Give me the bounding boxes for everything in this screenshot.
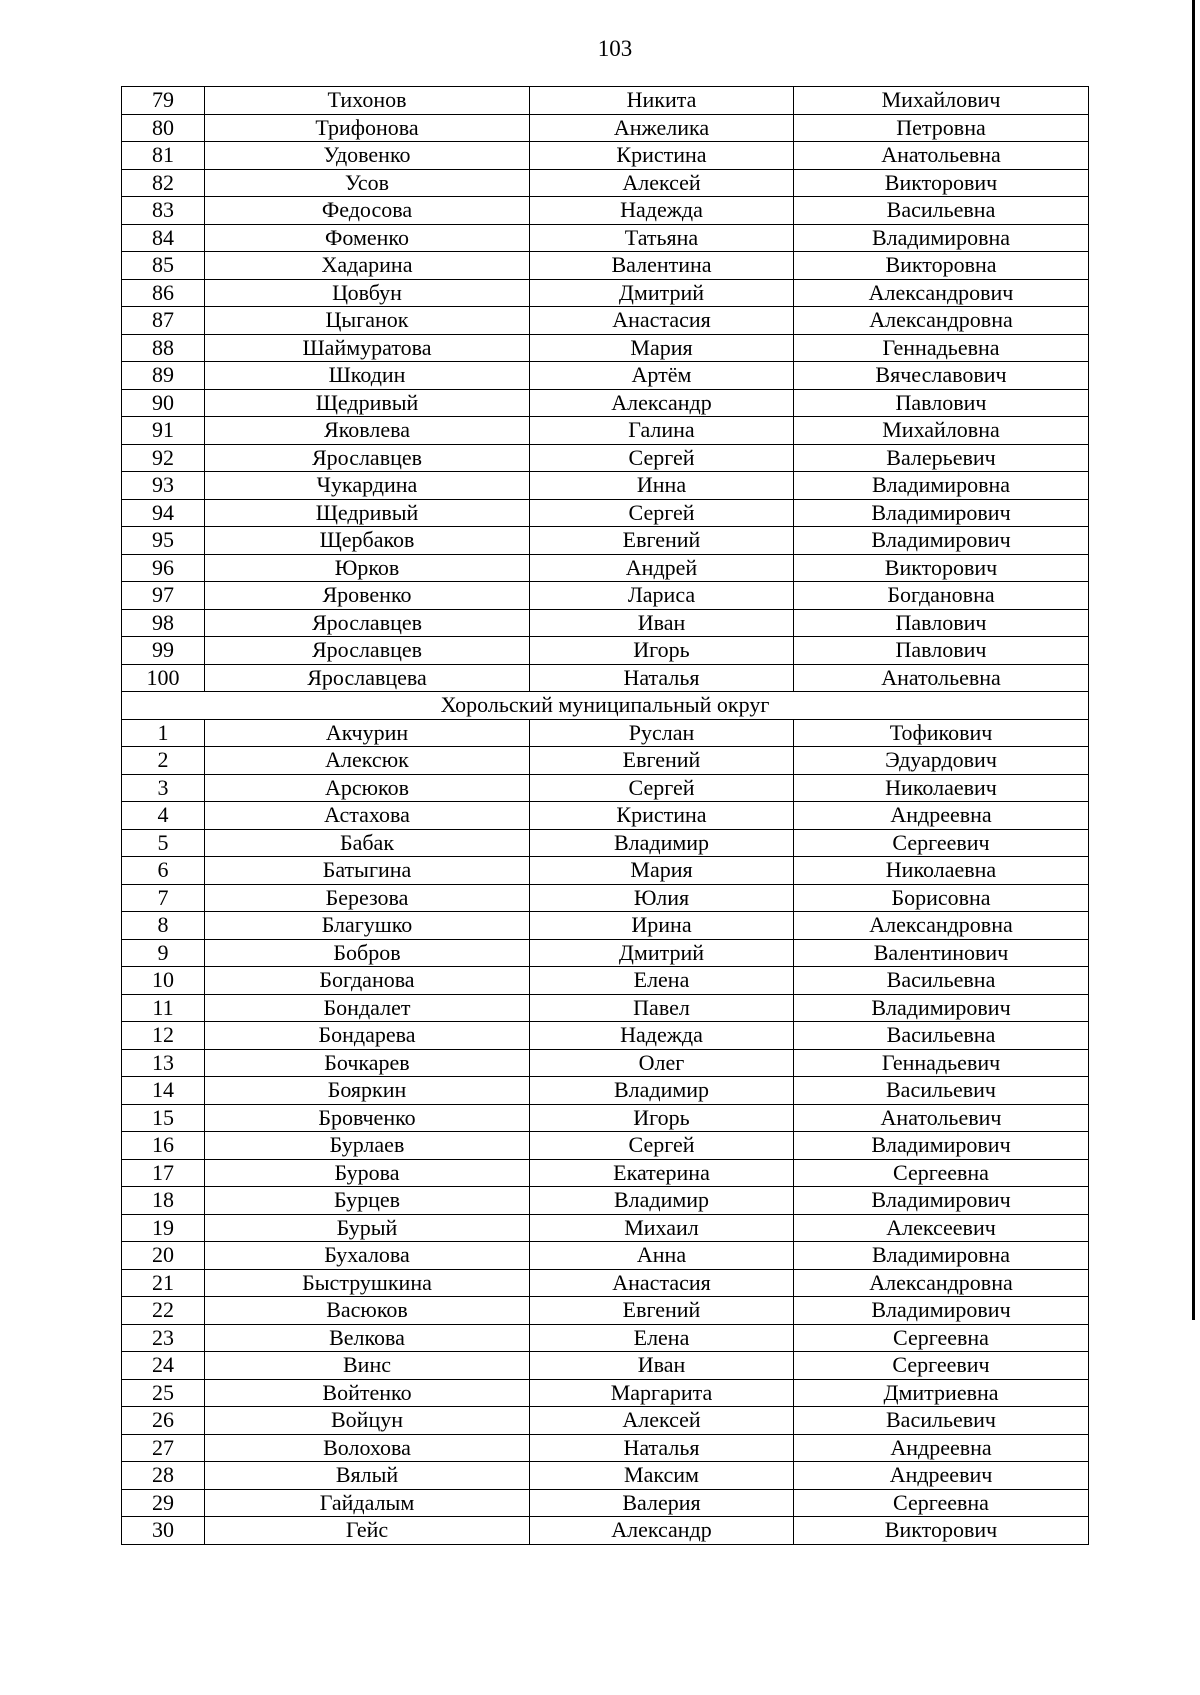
last-name-cell: Бурцев [205,1187,530,1215]
first-name-cell: Кристина [530,802,794,830]
first-name-cell: Наталья [530,664,794,692]
patronymic-cell: Николаевич [794,774,1089,802]
patronymic-cell: Павлович [794,609,1089,637]
row-number-cell: 96 [122,554,205,582]
table-row [122,362,1089,390]
first-name-cell: Дмитрий [530,939,794,967]
first-name-cell: Александр [530,389,794,417]
table-row [122,967,1089,995]
first-name-cell: Владимир [530,1187,794,1215]
row-number-cell: 90 [122,389,205,417]
patronymic-cell: Сергеевна [794,1159,1089,1187]
patronymic-cell: Васильевич [794,1407,1089,1435]
patronymic-cell: Александровна [794,307,1089,335]
patronymic-cell: Васильевич [794,1077,1089,1105]
first-name-cell: Мария [530,857,794,885]
row-number-cell: 89 [122,362,205,390]
row-number-cell: 87 [122,307,205,335]
first-name-cell: Сергей [530,774,794,802]
table-row [122,169,1089,197]
first-name-cell: Галина [530,417,794,445]
patronymic-cell: Алексеевич [794,1214,1089,1242]
patronymic-cell: Анатольевна [794,142,1089,170]
patronymic-cell: Андреевич [794,1462,1089,1490]
row-number-cell: 94 [122,499,205,527]
table-row [122,197,1089,225]
table-row [122,279,1089,307]
first-name-cell: Павел [530,994,794,1022]
first-name-cell: Александр [530,1517,794,1545]
last-name-cell: Щедривый [205,499,530,527]
last-name-cell: Яковлева [205,417,530,445]
first-name-cell: Сергей [530,1132,794,1160]
row-number-cell: 10 [122,967,205,995]
first-name-cell: Михаил [530,1214,794,1242]
row-number-cell: 25 [122,1379,205,1407]
row-number-cell: 98 [122,609,205,637]
last-name-cell: Бабак [205,829,530,857]
table-row [122,1049,1089,1077]
patronymic-cell: Богдановна [794,582,1089,610]
patronymic-cell: Александровна [794,912,1089,940]
last-name-cell: Цовбун [205,279,530,307]
row-number-cell: 17 [122,1159,205,1187]
first-name-cell: Артём [530,362,794,390]
last-name-cell: Березова [205,884,530,912]
row-number-cell: 26 [122,1407,205,1435]
patronymic-cell: Сергеевич [794,1352,1089,1380]
first-name-cell: Валентина [530,252,794,280]
patronymic-cell: Александровна [794,1269,1089,1297]
last-name-cell: Ярославцев [205,444,530,472]
last-name-cell: Яровенко [205,582,530,610]
table-row [122,142,1089,170]
last-name-cell: Богданова [205,967,530,995]
last-name-cell: Бурлаев [205,1132,530,1160]
patronymic-cell: Павлович [794,637,1089,665]
row-number-cell: 27 [122,1434,205,1462]
first-name-cell: Мария [530,334,794,362]
first-name-cell: Андрей [530,554,794,582]
first-name-cell: Алексей [530,169,794,197]
last-name-cell: Трифонова [205,114,530,142]
table-row [122,1352,1089,1380]
last-name-cell: Бояркин [205,1077,530,1105]
first-name-cell: Иван [530,609,794,637]
table-row [122,1022,1089,1050]
last-name-cell: Астахова [205,802,530,830]
row-number-cell: 84 [122,224,205,252]
patronymic-cell: Валентинович [794,939,1089,967]
patronymic-cell: Владимировна [794,1242,1089,1270]
last-name-cell: Щербаков [205,527,530,555]
scan-edge-bar [1192,0,1195,1320]
table-row [122,224,1089,252]
patronymic-cell: Викторовна [794,252,1089,280]
last-name-cell: Волохова [205,1434,530,1462]
patronymic-cell: Викторович [794,1517,1089,1545]
row-number-cell: 81 [122,142,205,170]
last-name-cell: Ярославцева [205,664,530,692]
patronymic-cell: Викторович [794,554,1089,582]
table-row [122,1269,1089,1297]
row-number-cell: 13 [122,1049,205,1077]
last-name-cell: Бурова [205,1159,530,1187]
last-name-cell: Войтенко [205,1379,530,1407]
row-number-cell: 18 [122,1187,205,1215]
patronymic-cell: Николаевна [794,857,1089,885]
patronymic-cell: Сергеевич [794,829,1089,857]
row-number-cell: 99 [122,637,205,665]
last-name-cell: Благушко [205,912,530,940]
patronymic-cell: Владимирович [794,1187,1089,1215]
row-number-cell: 29 [122,1489,205,1517]
table-row [122,912,1089,940]
table-row [122,1489,1089,1517]
first-name-cell: Юлия [530,884,794,912]
row-number-cell: 28 [122,1462,205,1490]
patronymic-cell: Анатольевна [794,664,1089,692]
first-name-cell: Алексей [530,1407,794,1435]
last-name-cell: Чукардина [205,472,530,500]
first-name-cell: Евгений [530,527,794,555]
row-number-cell: 9 [122,939,205,967]
first-name-cell: Никита [530,87,794,115]
table-row [122,1214,1089,1242]
patronymic-cell: Владимировна [794,224,1089,252]
last-name-cell: Бобров [205,939,530,967]
first-name-cell: Евгений [530,1297,794,1325]
table-row [122,829,1089,857]
last-name-cell: Винс [205,1352,530,1380]
patronymic-cell: Борисовна [794,884,1089,912]
last-name-cell: Гейс [205,1517,530,1545]
patronymic-cell: Владимирович [794,1297,1089,1325]
row-number-cell: 22 [122,1297,205,1325]
row-number-cell: 88 [122,334,205,362]
patronymic-cell: Геннадьевна [794,334,1089,362]
row-number-cell: 95 [122,527,205,555]
last-name-cell: Войцун [205,1407,530,1435]
table-row [122,857,1089,885]
row-number-cell: 4 [122,802,205,830]
table-row [122,1462,1089,1490]
table-row [122,994,1089,1022]
table-row [122,1132,1089,1160]
table-row [122,417,1089,445]
first-name-cell: Елена [530,967,794,995]
last-name-cell: Бухалова [205,1242,530,1270]
table-row [122,802,1089,830]
first-name-cell: Руслан [530,719,794,747]
row-number-cell: 6 [122,857,205,885]
patronymic-cell: Валерьевич [794,444,1089,472]
first-name-cell: Евгений [530,747,794,775]
row-number-cell: 12 [122,1022,205,1050]
first-name-cell: Надежда [530,197,794,225]
first-name-cell: Олег [530,1049,794,1077]
last-name-cell: Федосова [205,197,530,225]
last-name-cell: Хадарина [205,252,530,280]
last-name-cell: Ярославцев [205,637,530,665]
first-name-cell: Елена [530,1324,794,1352]
last-name-cell: Вялый [205,1462,530,1490]
patronymic-cell: Вячеславович [794,362,1089,390]
patronymic-cell: Андреевна [794,1434,1089,1462]
row-number-cell: 14 [122,1077,205,1105]
last-name-cell: Фоменко [205,224,530,252]
table-row [122,389,1089,417]
table-row [122,1324,1089,1352]
first-name-cell: Анастасия [530,307,794,335]
table-row [122,1297,1089,1325]
last-name-cell: Усов [205,169,530,197]
row-number-cell: 21 [122,1269,205,1297]
people-table [121,86,1089,1545]
patronymic-cell: Андреевна [794,802,1089,830]
row-number-cell: 1 [122,719,205,747]
row-number-cell: 79 [122,87,205,115]
row-number-cell: 7 [122,884,205,912]
patronymic-cell: Эдуардович [794,747,1089,775]
table-row [122,1434,1089,1462]
row-number-cell: 80 [122,114,205,142]
first-name-cell: Анна [530,1242,794,1270]
table-row [122,334,1089,362]
last-name-cell: Арсюков [205,774,530,802]
row-number-cell: 91 [122,417,205,445]
first-name-cell: Иван [530,1352,794,1380]
table-row [122,719,1089,747]
table-row [122,884,1089,912]
row-number-cell: 23 [122,1324,205,1352]
first-name-cell: Сергей [530,444,794,472]
table-row [122,774,1089,802]
row-number-cell: 85 [122,252,205,280]
row-number-cell: 15 [122,1104,205,1132]
first-name-cell: Наталья [530,1434,794,1462]
table-row [122,609,1089,637]
patronymic-cell: Владимирович [794,527,1089,555]
last-name-cell: Бурый [205,1214,530,1242]
patronymic-cell: Сергеевна [794,1489,1089,1517]
last-name-cell: Бочкарев [205,1049,530,1077]
table-row [122,582,1089,610]
first-name-cell: Максим [530,1462,794,1490]
last-name-cell: Шаймуратова [205,334,530,362]
patronymic-cell: Михайловна [794,417,1089,445]
row-number-cell: 16 [122,1132,205,1160]
table-row [122,1379,1089,1407]
table-row [122,1077,1089,1105]
patronymic-cell: Сергеевна [794,1324,1089,1352]
first-name-cell: Игорь [530,1104,794,1132]
patronymic-cell: Павлович [794,389,1089,417]
section-header-row [122,692,1089,720]
patronymic-cell: Васильевна [794,197,1089,225]
patronymic-cell: Владимирович [794,499,1089,527]
row-number-cell: 83 [122,197,205,225]
patronymic-cell: Владимировна [794,472,1089,500]
first-name-cell: Инна [530,472,794,500]
table-row [122,747,1089,775]
patronymic-cell: Викторович [794,169,1089,197]
table-row [122,939,1089,967]
row-number-cell: 86 [122,279,205,307]
table-row [122,499,1089,527]
first-name-cell: Надежда [530,1022,794,1050]
table-body [122,87,1089,1545]
patronymic-cell: Васильевна [794,967,1089,995]
row-number-cell: 92 [122,444,205,472]
last-name-cell: Гайдалым [205,1489,530,1517]
patronymic-cell: Геннадьевич [794,1049,1089,1077]
table-row [122,307,1089,335]
table-row [122,1517,1089,1545]
table-row [122,472,1089,500]
last-name-cell: Юрков [205,554,530,582]
page-number: 103 [597,36,633,61]
table-row [122,1407,1089,1435]
table-row [122,554,1089,582]
first-name-cell: Дмитрий [530,279,794,307]
patronymic-cell: Анатольевич [794,1104,1089,1132]
last-name-cell: Цыганок [205,307,530,335]
last-name-cell: Щедривый [205,389,530,417]
table-row [122,114,1089,142]
patronymic-cell: Александрович [794,279,1089,307]
last-name-cell: Васюков [205,1297,530,1325]
table-row [122,637,1089,665]
row-number-cell: 2 [122,747,205,775]
table-row [122,664,1089,692]
last-name-cell: Удовенко [205,142,530,170]
patronymic-cell: Тофикович [794,719,1089,747]
first-name-cell: Ирина [530,912,794,940]
first-name-cell: Игорь [530,637,794,665]
last-name-cell: Алексюк [205,747,530,775]
last-name-cell: Велкова [205,1324,530,1352]
table-row [122,527,1089,555]
row-number-cell: 30 [122,1517,205,1545]
row-number-cell: 19 [122,1214,205,1242]
last-name-cell: Шкодин [205,362,530,390]
last-name-cell: Бондалет [205,994,530,1022]
table-row [122,1242,1089,1270]
row-number-cell: 20 [122,1242,205,1270]
last-name-cell: Бровченко [205,1104,530,1132]
last-name-cell: Ярославцев [205,609,530,637]
first-name-cell: Татьяна [530,224,794,252]
patronymic-cell: Владимирович [794,1132,1089,1160]
row-number-cell: 97 [122,582,205,610]
table-row [122,1159,1089,1187]
row-number-cell: 5 [122,829,205,857]
first-name-cell: Анастасия [530,1269,794,1297]
table-row [122,1104,1089,1132]
first-name-cell: Анжелика [530,114,794,142]
table-row [122,444,1089,472]
patronymic-cell: Дмитриевна [794,1379,1089,1407]
row-number-cell: 82 [122,169,205,197]
patronymic-cell: Петровна [794,114,1089,142]
first-name-cell: Екатерина [530,1159,794,1187]
last-name-cell: Тихонов [205,87,530,115]
first-name-cell: Валерия [530,1489,794,1517]
row-number-cell: 8 [122,912,205,940]
first-name-cell: Сергей [530,499,794,527]
row-number-cell: 3 [122,774,205,802]
row-number-cell: 24 [122,1352,205,1380]
row-number-cell: 93 [122,472,205,500]
first-name-cell: Лариса [530,582,794,610]
row-number-cell: 11 [122,994,205,1022]
first-name-cell: Маргарита [530,1379,794,1407]
last-name-cell: Быструшкина [205,1269,530,1297]
first-name-cell: Владимир [530,1077,794,1105]
row-number-cell: 100 [122,664,205,692]
first-name-cell: Владимир [530,829,794,857]
patronymic-cell: Владимирович [794,994,1089,1022]
last-name-cell: Бондарева [205,1022,530,1050]
patronymic-cell: Михайлович [794,87,1089,115]
first-name-cell: Кристина [530,142,794,170]
table-row [122,252,1089,280]
table-row [122,87,1089,115]
last-name-cell: Батыгина [205,857,530,885]
table-row [122,1187,1089,1215]
patronymic-cell: Васильевна [794,1022,1089,1050]
last-name-cell: Акчурин [205,719,530,747]
section-title: Хорольский муниципальный округ [122,692,1089,720]
